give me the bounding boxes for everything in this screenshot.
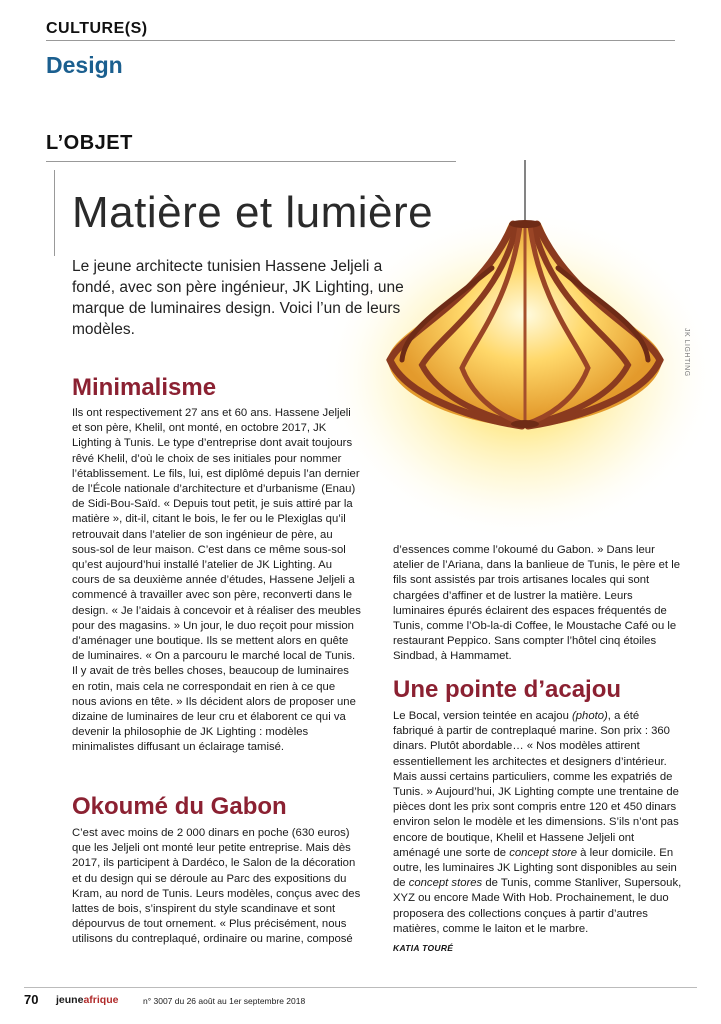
concept-stores-term: concept stores bbox=[408, 877, 483, 890]
magazine-name-part-2: afrique bbox=[83, 994, 119, 1006]
rubric: CULTURE(S) bbox=[46, 20, 148, 37]
magazine-name-part-1: jeune bbox=[56, 994, 84, 1006]
acajou-text-4: de Tunis, comme Stanliver, Supersouk, XYZ ou encore Made With Hob. Prochainement, le duo proposera des collections conçues à partir d’autres matières, comme le laiton et le marbre. bbox=[393, 877, 682, 935]
heading-acajou: Une pointe d’acajou bbox=[393, 676, 622, 703]
footer-divider bbox=[24, 987, 697, 988]
photo-reference: (photo) bbox=[572, 710, 608, 722]
concept-store-term: concept store bbox=[509, 846, 578, 859]
section-title: Design bbox=[46, 52, 123, 78]
feature-label: L’OBJET bbox=[46, 132, 133, 154]
photo-credit: JK LIGHTING bbox=[683, 328, 690, 377]
acajou-text-2: , a été fabriqué à partir de contreplaqué marine. Son prix : 360 dinars. Plutôt abordable… « Nos modèles attirent essentiellement les architectes et designers d’intérieur. Mais aussi certains particuliers, comme les expatriés de Tunis. » Aujourd’hui, JK Lighting compte une trentaine de pièces dont les prix sont compris entre 120 et 450 dinars environ selon le modèle et les dimensions. S’ils n’ont pas encore de boutique, Khelil et Hassene Jeljeli ont aménagé une sorte de bbox=[393, 710, 679, 859]
article-title: Matière et lumière bbox=[72, 188, 434, 237]
title-frame-line bbox=[54, 170, 55, 256]
paragraph-minimalisme: Ils ont respectivement 27 ans et 60 ans. Hassene Jeljeli et son père, Khelil, ont monté, en octobre 2017, JK Lighting à Tunis. Le type d’entreprise dont avait toujours rêvé Khelil, d’où le choix de ses initiales pour nommer l’établissement. Le fils, lui, est diplômé depuis l’an dernier de l’École nationale d’architecture et d’urbanisme (Enau) de Sidi-Bou-Saïd. « Depuis tout petit, je suis attiré par la matière », dit-il, citant le bois, le fer ou le Plexiglas qu’il retrouvait dans l’atelier de son ingénieur de père, au sous-sol de leur maison. C’est dans ce même sous-sol qu’est aujourd’hui installé l’atelier de JK Lighting. Au cours de sa deuxième année d’études, Hassene Jeljeli a commencé à travailler avec son père, reconverti dans le design. « Je l’aidais à concevoir et à réaliser des meubles pour des magasins. » Un jour, le duo reçoit pour mission d’aménager une boutique. Ils se mettent alors en quête de luminaires. « On a parcouru le marché local de Tunis. Il y avait de très belles choses, beaucoup de luminaires en rotin, mais cela ne correspondait en rien à ce que nous avions en tête. » Ils décident alors de proposer une dizaine de luminaires de leur cru et élaborent ce qui va devenir la philosophie de JK Lighting : modèles minimalistes diffusant un éclairage tamisé. bbox=[72, 407, 361, 754]
paragraph-okoume: C’est avec moins de 2 000 dinars en poche (630 euros) que les Jeljeli ont monté leur petite entreprise. Mais dès 2017, ils participent à Dardéco, le Salon de la décoration et du design qui se déroule au Parc des expositions du Kram, au nord de Tunis. Leurs modèles, conçus avec des lattes de bois, s’inspirent du style scandinave et sont dépourvus de tout ornement. « Plus précisément, nous utilisons du contreplaqué, ordinaire ou marine, composé bbox=[72, 827, 361, 946]
issue-info: n° 3007 du 26 août au 1er septembre 2018 bbox=[143, 996, 306, 1006]
rubric-divider bbox=[46, 40, 675, 41]
paragraph-acajou bbox=[393, 709, 683, 937]
paragraph-okoume-continued: d’essences comme l’okoumé du Gabon. » Dans leur atelier de l’Ariana, dans la banlieue de Tunis, le père et le fils sont assistés par trois artisanes locales qui sont chargées d’affiner et de lustrer la matière. Leurs luminaires épurés éclairent des espaces fréquentés de Tunis, comme l’Ob-la-di Coffee, le Moustache Café ou le restaurant Peppico. Sans compter l’hôtel cinq étoiles Sindbad, à Hammamet. bbox=[393, 544, 681, 663]
acajou-text-1: Le Bocal, version teintée en acajou bbox=[393, 710, 572, 722]
author-byline: KATIA TOURÉ bbox=[393, 943, 454, 953]
article-lead: Le jeune architecte tunisien Hassene Jeljeli a fondé, avec son père ingénieur, JK Lighting, une marque de luminaires design. Voici l’un de leurs modèles. bbox=[72, 258, 404, 338]
heading-minimalisme: Minimalisme bbox=[72, 374, 217, 401]
acajou-text-3: à leur domicile. En outre, les luminaires JK Lighting sont disponibles au sein de bbox=[393, 846, 677, 890]
page-number: 70 bbox=[24, 992, 39, 1007]
magazine-name bbox=[56, 994, 118, 1006]
heading-okoume: Okoumé du Gabon bbox=[72, 793, 287, 820]
